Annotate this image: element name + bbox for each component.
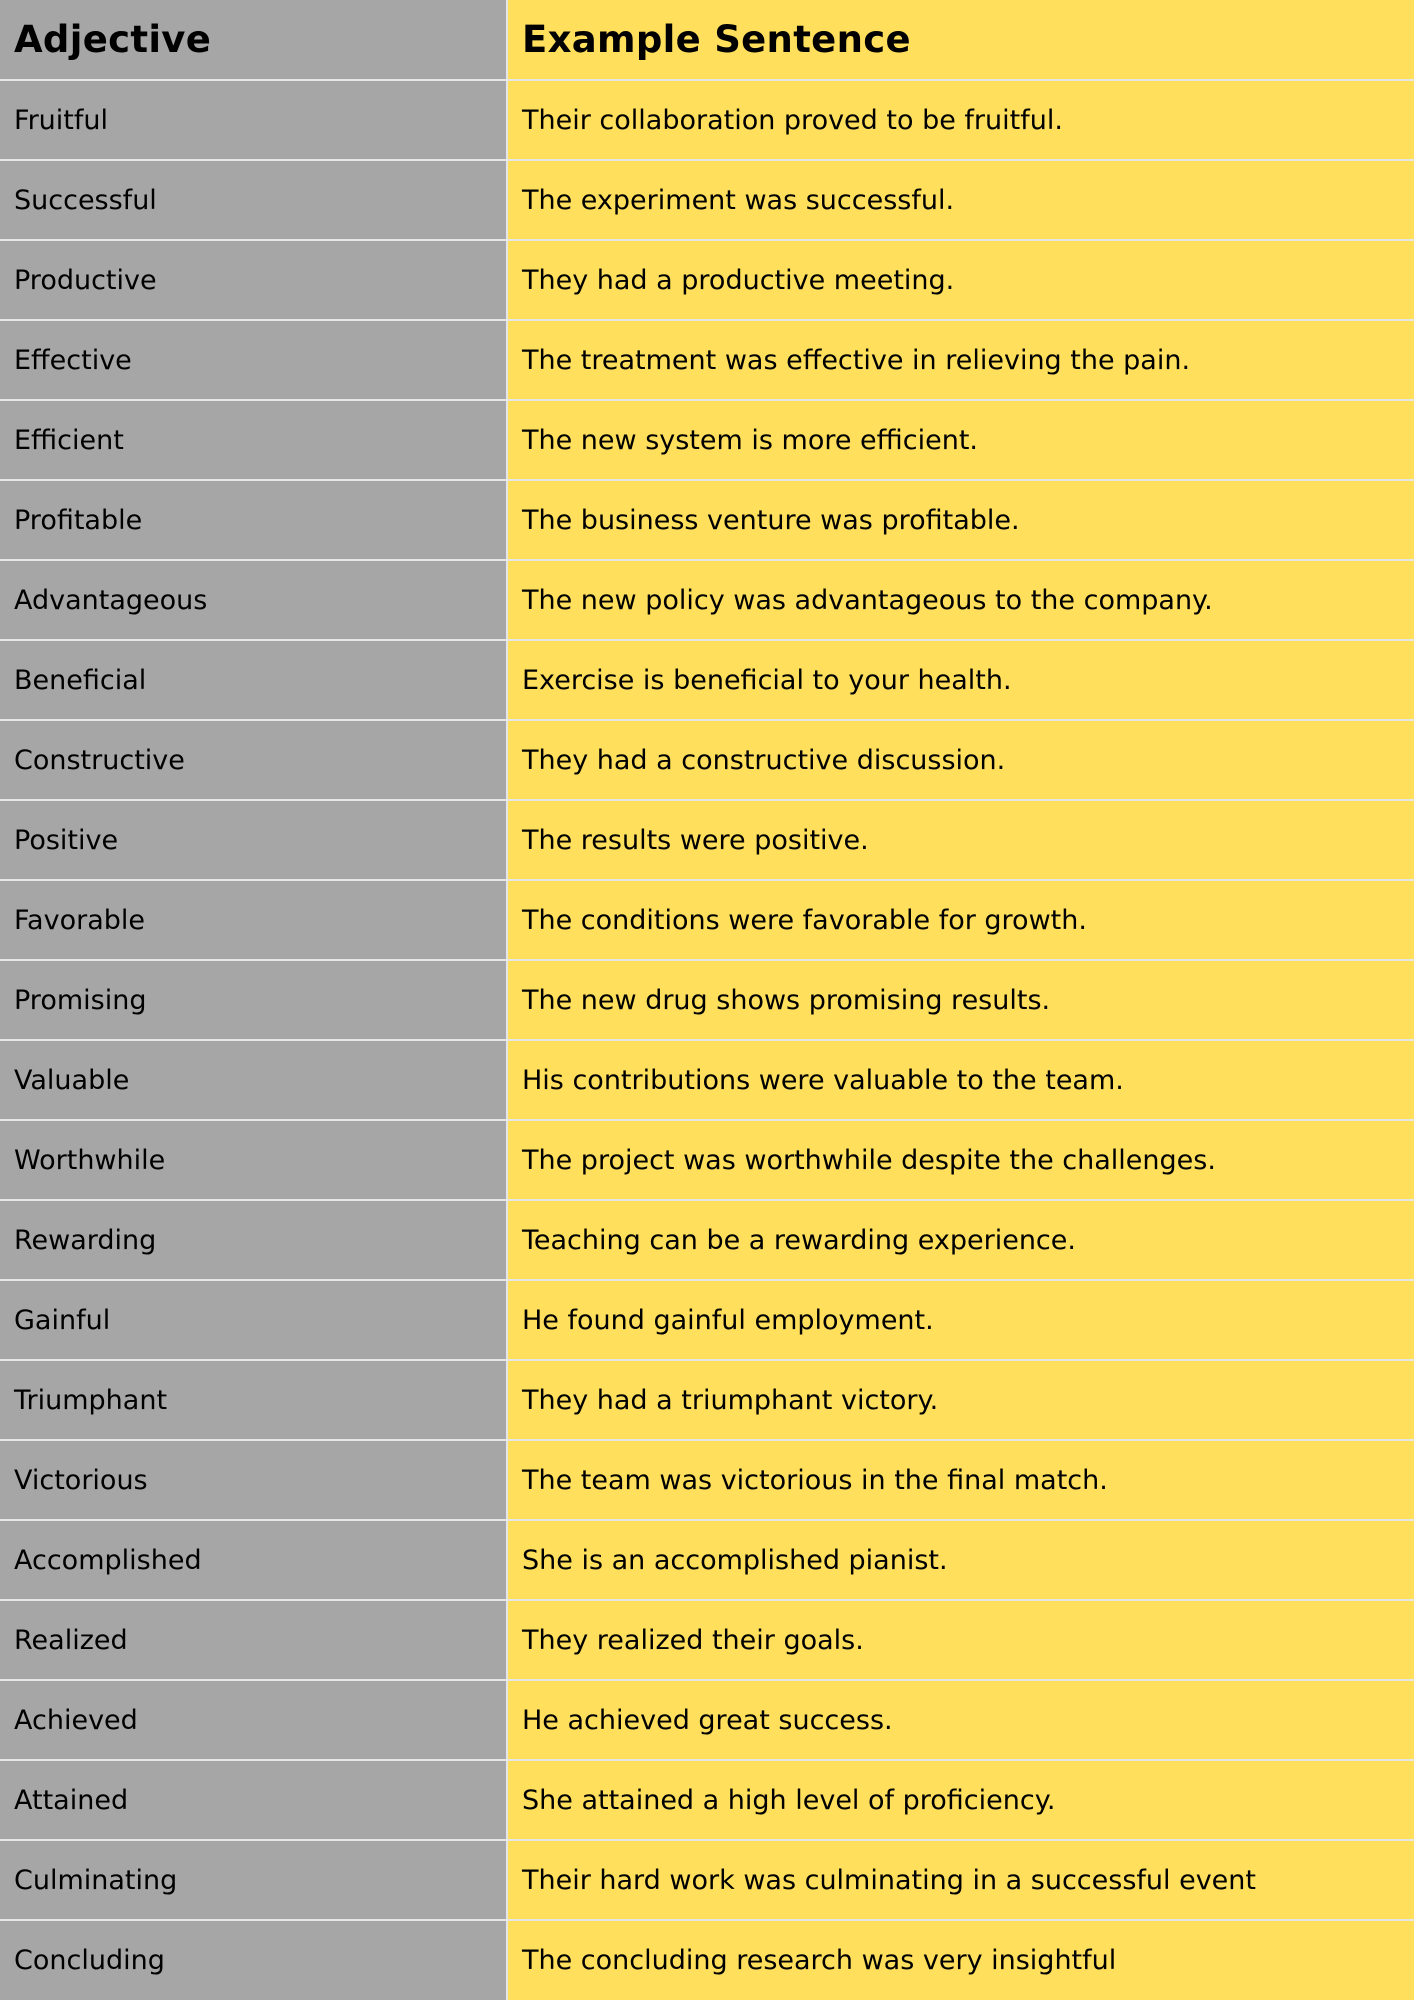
example-sentence-cell: He achieved great success. <box>507 1680 1414 1760</box>
adjective-cell: Victorious <box>0 1440 507 1520</box>
table-body <box>0 80 1414 2000</box>
example-sentence-cell: She is an accomplished pianist. <box>507 1520 1414 1600</box>
adjective-cell: Promising <box>0 960 507 1040</box>
example-column-header: Example Sentence <box>507 0 1414 80</box>
adjective-cell: Effective <box>0 320 507 400</box>
table-row <box>0 1760 1414 1840</box>
adjective-cell: Gainful <box>0 1280 507 1360</box>
adjective-cell: Constructive <box>0 720 507 800</box>
table-row <box>0 720 1414 800</box>
table-row <box>0 1120 1414 1200</box>
adjective-cell: Triumphant <box>0 1360 507 1440</box>
example-sentence-cell: The business venture was profitable. <box>507 480 1414 560</box>
table-row <box>0 1280 1414 1360</box>
adjective-cell: Productive <box>0 240 507 320</box>
adjective-column-header: Adjective <box>0 0 507 80</box>
example-sentence-cell: They realized their goals. <box>507 1600 1414 1680</box>
example-sentence-cell: The treatment was effective in relieving the pain. <box>507 320 1414 400</box>
table-row <box>0 240 1414 320</box>
table-row <box>0 320 1414 400</box>
table-row <box>0 160 1414 240</box>
adjective-cell: Beneficial <box>0 640 507 720</box>
example-sentence-cell: Teaching can be a rewarding experience. <box>507 1200 1414 1280</box>
example-sentence-cell: He found gainful employment. <box>507 1280 1414 1360</box>
example-sentence-cell: The results were positive. <box>507 800 1414 880</box>
table-row <box>0 480 1414 560</box>
adjective-cell: Efficient <box>0 400 507 480</box>
table-row <box>0 1520 1414 1600</box>
adjective-cell: Successful <box>0 160 507 240</box>
example-sentence-cell: They had a constructive discussion. <box>507 720 1414 800</box>
adjective-cell: Culminating <box>0 1840 507 1920</box>
adjective-cell: Positive <box>0 800 507 880</box>
adjective-cell: Realized <box>0 1600 507 1680</box>
adjective-cell: Advantageous <box>0 560 507 640</box>
example-sentence-cell: The experiment was successful. <box>507 160 1414 240</box>
example-sentence-cell: The team was victorious in the final match. <box>507 1440 1414 1520</box>
adjective-cell: Favorable <box>0 880 507 960</box>
table-row <box>0 1840 1414 1920</box>
adjective-cell: Worthwhile <box>0 1120 507 1200</box>
table-row <box>0 640 1414 720</box>
table-row <box>0 80 1414 160</box>
example-sentence-cell: They had a productive meeting. <box>507 240 1414 320</box>
example-sentence-cell: The conditions were favorable for growth. <box>507 880 1414 960</box>
table-row <box>0 400 1414 480</box>
example-sentence-cell: Their collaboration proved to be fruitful. <box>507 80 1414 160</box>
table-row <box>0 800 1414 880</box>
example-sentence-cell: The new system is more efficient. <box>507 400 1414 480</box>
adjective-cell: Concluding <box>0 1920 507 2000</box>
table-row <box>0 960 1414 1040</box>
table-row <box>0 1920 1414 2000</box>
table-row <box>0 1040 1414 1120</box>
example-sentence-cell: The concluding research was very insightful <box>507 1920 1414 2000</box>
adjective-cell: Attained <box>0 1760 507 1840</box>
table-row <box>0 560 1414 640</box>
adjective-cell: Profitable <box>0 480 507 560</box>
example-sentence-cell: Their hard work was culminating in a successful event <box>507 1840 1414 1920</box>
adjective-cell: Achieved <box>0 1680 507 1760</box>
table-row <box>0 1680 1414 1760</box>
adjective-cell: Accomplished <box>0 1520 507 1600</box>
example-sentence-cell: The project was worthwhile despite the challenges. <box>507 1120 1414 1200</box>
adjective-cell: Valuable <box>0 1040 507 1120</box>
adjective-cell: Fruitful <box>0 80 507 160</box>
table-row <box>0 880 1414 960</box>
example-sentence-cell: She attained a high level of proficiency. <box>507 1760 1414 1840</box>
table-row <box>0 1360 1414 1440</box>
example-sentence-cell: They had a triumphant victory. <box>507 1360 1414 1440</box>
example-sentence-cell: His contributions were valuable to the team. <box>507 1040 1414 1120</box>
example-sentence-cell: The new policy was advantageous to the company. <box>507 560 1414 640</box>
example-sentence-cell: Exercise is beneficial to your health. <box>507 640 1414 720</box>
table-row <box>0 1200 1414 1280</box>
table-row <box>0 1440 1414 1520</box>
table-row <box>0 1600 1414 1680</box>
adjective-cell: Rewarding <box>0 1200 507 1280</box>
header-row <box>0 0 1414 80</box>
example-sentence-cell: The new drug shows promising results. <box>507 960 1414 1040</box>
